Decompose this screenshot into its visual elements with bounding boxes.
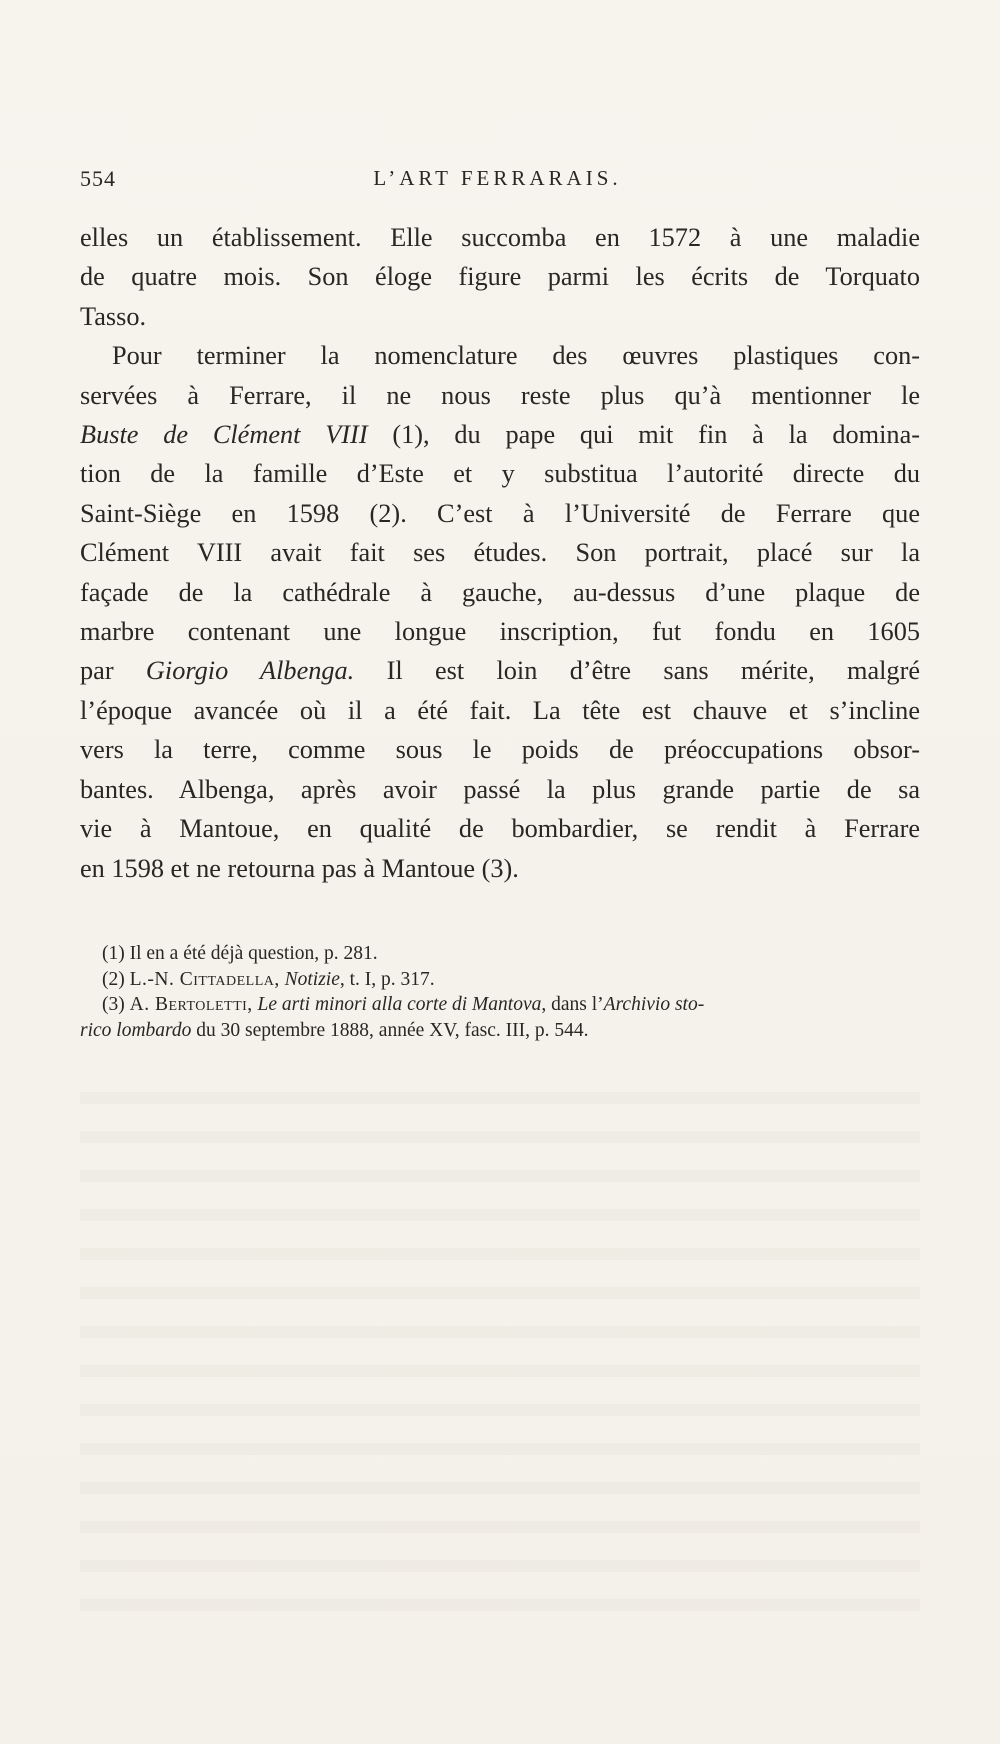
text-line: bantes. Albenga, après avoir passé la plus grande partie de sa <box>80 774 920 804</box>
text-line: en 1598 et ne retourna pas à Mantoue (3). <box>80 853 519 883</box>
text-line: vers la terre, comme sous le poids de préoccupations obsor- <box>80 735 920 765</box>
text-fragment: (3) <box>102 994 130 1015</box>
text-fragment: (1), du pape qui mit fin à la domina- <box>367 420 920 450</box>
italic-title: Archivio sto- <box>603 994 705 1015</box>
text-line: marbre contenant une longue inscription, fut fondu en 1605 <box>80 617 920 647</box>
text-fragment: par <box>80 656 146 686</box>
text-fragment: du 30 septembre 1888, année XV, fasc. III, p. 544. <box>191 1019 589 1041</box>
text-line: tion de la famille d’Este et y substitua l’autorité directe du <box>80 459 920 489</box>
text-fragment: , dans l’ <box>541 994 604 1015</box>
footnote-3 <box>80 992 920 1018</box>
text-line: Pour terminer la nomenclature des œuvres plastiques con- <box>112 341 920 371</box>
text-fragment: (2) <box>102 968 130 990</box>
text-line: Clément VIII avait fait ses études. Son portrait, placé sur la <box>80 538 920 568</box>
text-line: Tasso. <box>80 301 147 331</box>
italic-title: rico lombardo <box>80 1019 192 1041</box>
page-header <box>80 166 915 196</box>
author-name: L.-N. Cittadella, <box>129 968 280 990</box>
italic-name: Giorgio Albenga. <box>145 656 355 686</box>
text-line: de quatre mois. Son éloge figure parmi les écrits de Torquato <box>80 262 920 292</box>
text-line <box>80 651 920 690</box>
text-line: l’époque avancée où il a été fait. La tête est chauve et s’incline <box>80 695 920 725</box>
text-line: servées à Ferrare, il ne nous reste plus qu’à mentionner le <box>80 380 920 410</box>
running-title: L’ART FERRARAIS. <box>373 166 622 190</box>
author-name: A. Bertoletti, <box>129 994 253 1015</box>
text-fragment: , t. I, p. 317. <box>339 968 435 990</box>
page-number: 554 <box>80 166 116 191</box>
text-line: vie à Mantoue, en qualité de bombardier, se rendit à Ferrare <box>80 814 920 844</box>
main-text <box>80 218 920 888</box>
text-line: Saint-Siège en 1598 (2). C’est à l’Université de Ferrare que <box>80 498 920 528</box>
text-line <box>80 415 920 454</box>
show-through-bleed <box>80 1070 920 1630</box>
footnotes <box>80 941 920 1043</box>
italic-title: Notizie <box>284 968 340 990</box>
footnote-1: (1) Il en a été déjà question, p. 281. <box>102 943 378 964</box>
italic-title: Le arti minori alla corte di Mantova <box>257 994 542 1015</box>
text-line: façade de la cathédrale à gauche, au-dessus d’une plaque de <box>80 577 920 607</box>
italic-title: Buste de Clément VIII <box>80 420 368 450</box>
text-line: elles un établissement. Elle succomba en 1572 à une maladie <box>80 223 920 252</box>
text-fragment: Il est loin d’être sans mérite, malgré <box>354 656 920 686</box>
footnote-2 <box>80 967 920 993</box>
footnote-3-continued <box>80 1018 920 1044</box>
